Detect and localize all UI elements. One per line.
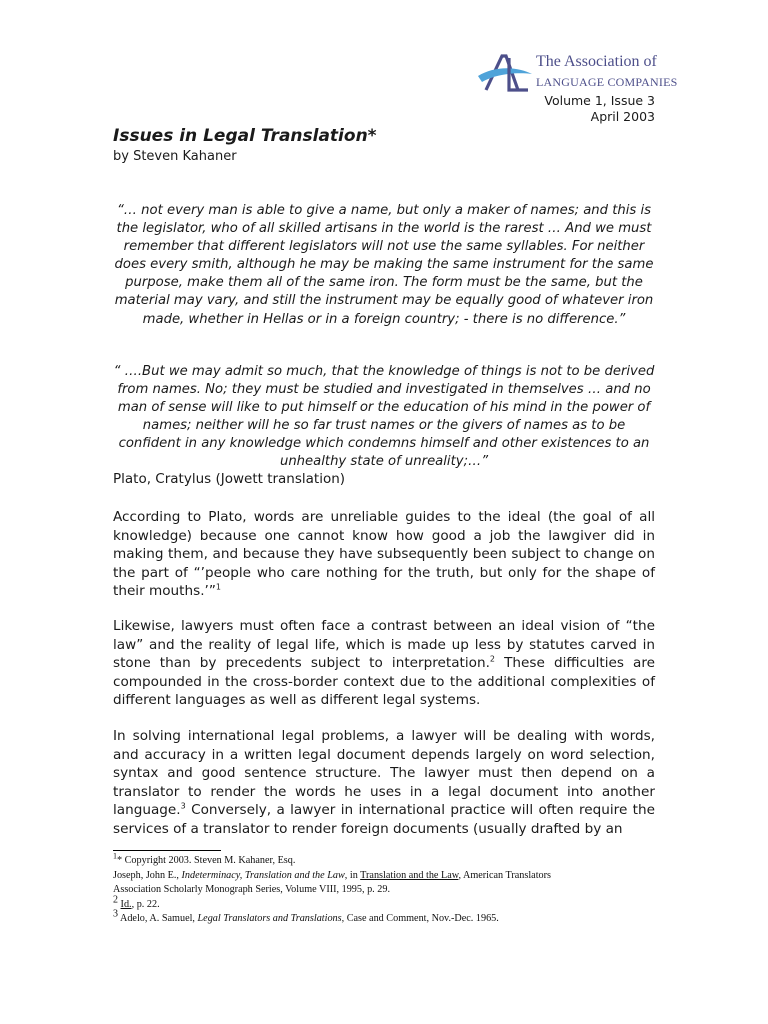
footnote-text: Adelo, A. Samuel, — [118, 913, 198, 925]
quote-attribution: Plato, Cratylus (Jowett translation) — [113, 471, 346, 487]
epigraph-quote-2: “ ….But we may admit so much, that the knowledge of things is not to be derived from names. No; they must be studied and investigated in themselves … and no man of sense will like to put himself or the education of his mind in the power of names; neither will he so far trust names or the givers of names as to be confident in any knowledge which condemns himself and other existences to an unhealthy state of unreality;…” — [113, 364, 655, 470]
body-paragraph-1 — [113, 508, 655, 601]
footnote-2 — [113, 894, 663, 913]
footnote-ref-2: 2 — [489, 654, 496, 664]
paragraph-text: According to Plato, words are unreliable guides to the ideal (the goal of all knowledge) because one cannot know how good a job the lawgiver did in making them, and because they have subsequently been subject to change on the part of “’people who care nothing for the truth, but only for the shape of their mouths.’” — [113, 509, 655, 599]
body-paragraph-2 — [113, 617, 655, 710]
volume-issue: Volume 1, Issue 3 — [544, 93, 655, 108]
footnote-article-title: Indeterminacy, Translation and the Law — [181, 869, 345, 881]
body-paragraph-3 — [113, 727, 655, 838]
footnote-text: * Copyright 2003. Steven M. Kahaner, Esq. — [117, 855, 296, 866]
logo-org-line1: The Association of — [536, 53, 657, 70]
footnote-ref-1: 1 — [215, 582, 221, 592]
association-logo — [476, 52, 678, 96]
footnote-mark: 1 — [113, 851, 117, 861]
article-byline: by Steven Kahaner — [113, 149, 237, 164]
footnote-text: , in — [344, 869, 361, 881]
al-logo-icon — [476, 52, 534, 96]
footnote-book-title: Translation and the Law — [360, 869, 459, 881]
footnote-copyright — [113, 851, 663, 869]
footnote-mark: 2 — [113, 894, 118, 906]
paragraph-text-cont: These difficulties are compounded in the cross-border context due to the additional complexities of different languages as well as different legal systems. — [113, 655, 655, 708]
footnote-id: Id. — [120, 898, 132, 910]
footnote-text: , American Translators — [458, 869, 551, 881]
footnote-mark: 3 — [113, 908, 118, 920]
paragraph-text-cont: Conversely, a lawyer in international practice will often require the services of a translator to render foreign documents (usually drafted by an — [113, 802, 655, 837]
footnote-1-cont: Association Scholarly Monograph Series, Volume VIII, 1995, p. 29. — [113, 884, 391, 896]
footnote-text: , p. 22. — [131, 898, 160, 910]
footnote-3 — [113, 908, 663, 927]
epigraph-quote-1: “… not every man is able to give a name, but only a maker of names; and this is the legislator, who of all skilled artisans in the world is the rarest … And we must remember that different legislators will not use the same syllables. For neither does every smith, although he may be making the same instrument for the same purpose, make them all of the same iron. The form must be the same, but the material may vary, and still the instrument may be equally good of whatever iron made, whether in Hellas or in a foreign country; - there is no difference.” — [114, 203, 654, 327]
footnote-separator — [113, 850, 221, 851]
footnote-text: Joseph, John E., — [113, 869, 182, 881]
footnotes — [113, 851, 663, 927]
footnote-ref-3: 3 — [180, 801, 186, 811]
article-title: Issues in Legal Translation* — [113, 126, 377, 146]
paragraph-text: Likewise, lawyers must often face a contrast between an ideal vision of “the law” and the reality of legal life, which is made up less by statutes carved in stone than by precedents subject to interpretation. — [113, 618, 655, 671]
paragraph-text: In solving international legal problems, a lawyer will be dealing with words, and accuracy in a written legal document depends largely on word selection, syntax and good sentence structure. The lawyer must then depend on a translator to render the words he uses in a legal document into another language. — [113, 728, 655, 818]
footnote-1 — [113, 869, 663, 884]
issue-info — [544, 93, 655, 125]
issue-date: April 2003 — [590, 109, 655, 124]
footnote-text: Case and Comment, Nov.-Dec. 1965. — [344, 913, 499, 925]
footnote-article-title: Legal Translators and Translations, — [197, 913, 345, 925]
logo-org-line2: LANGUAGE COMPANIES — [536, 75, 678, 89]
